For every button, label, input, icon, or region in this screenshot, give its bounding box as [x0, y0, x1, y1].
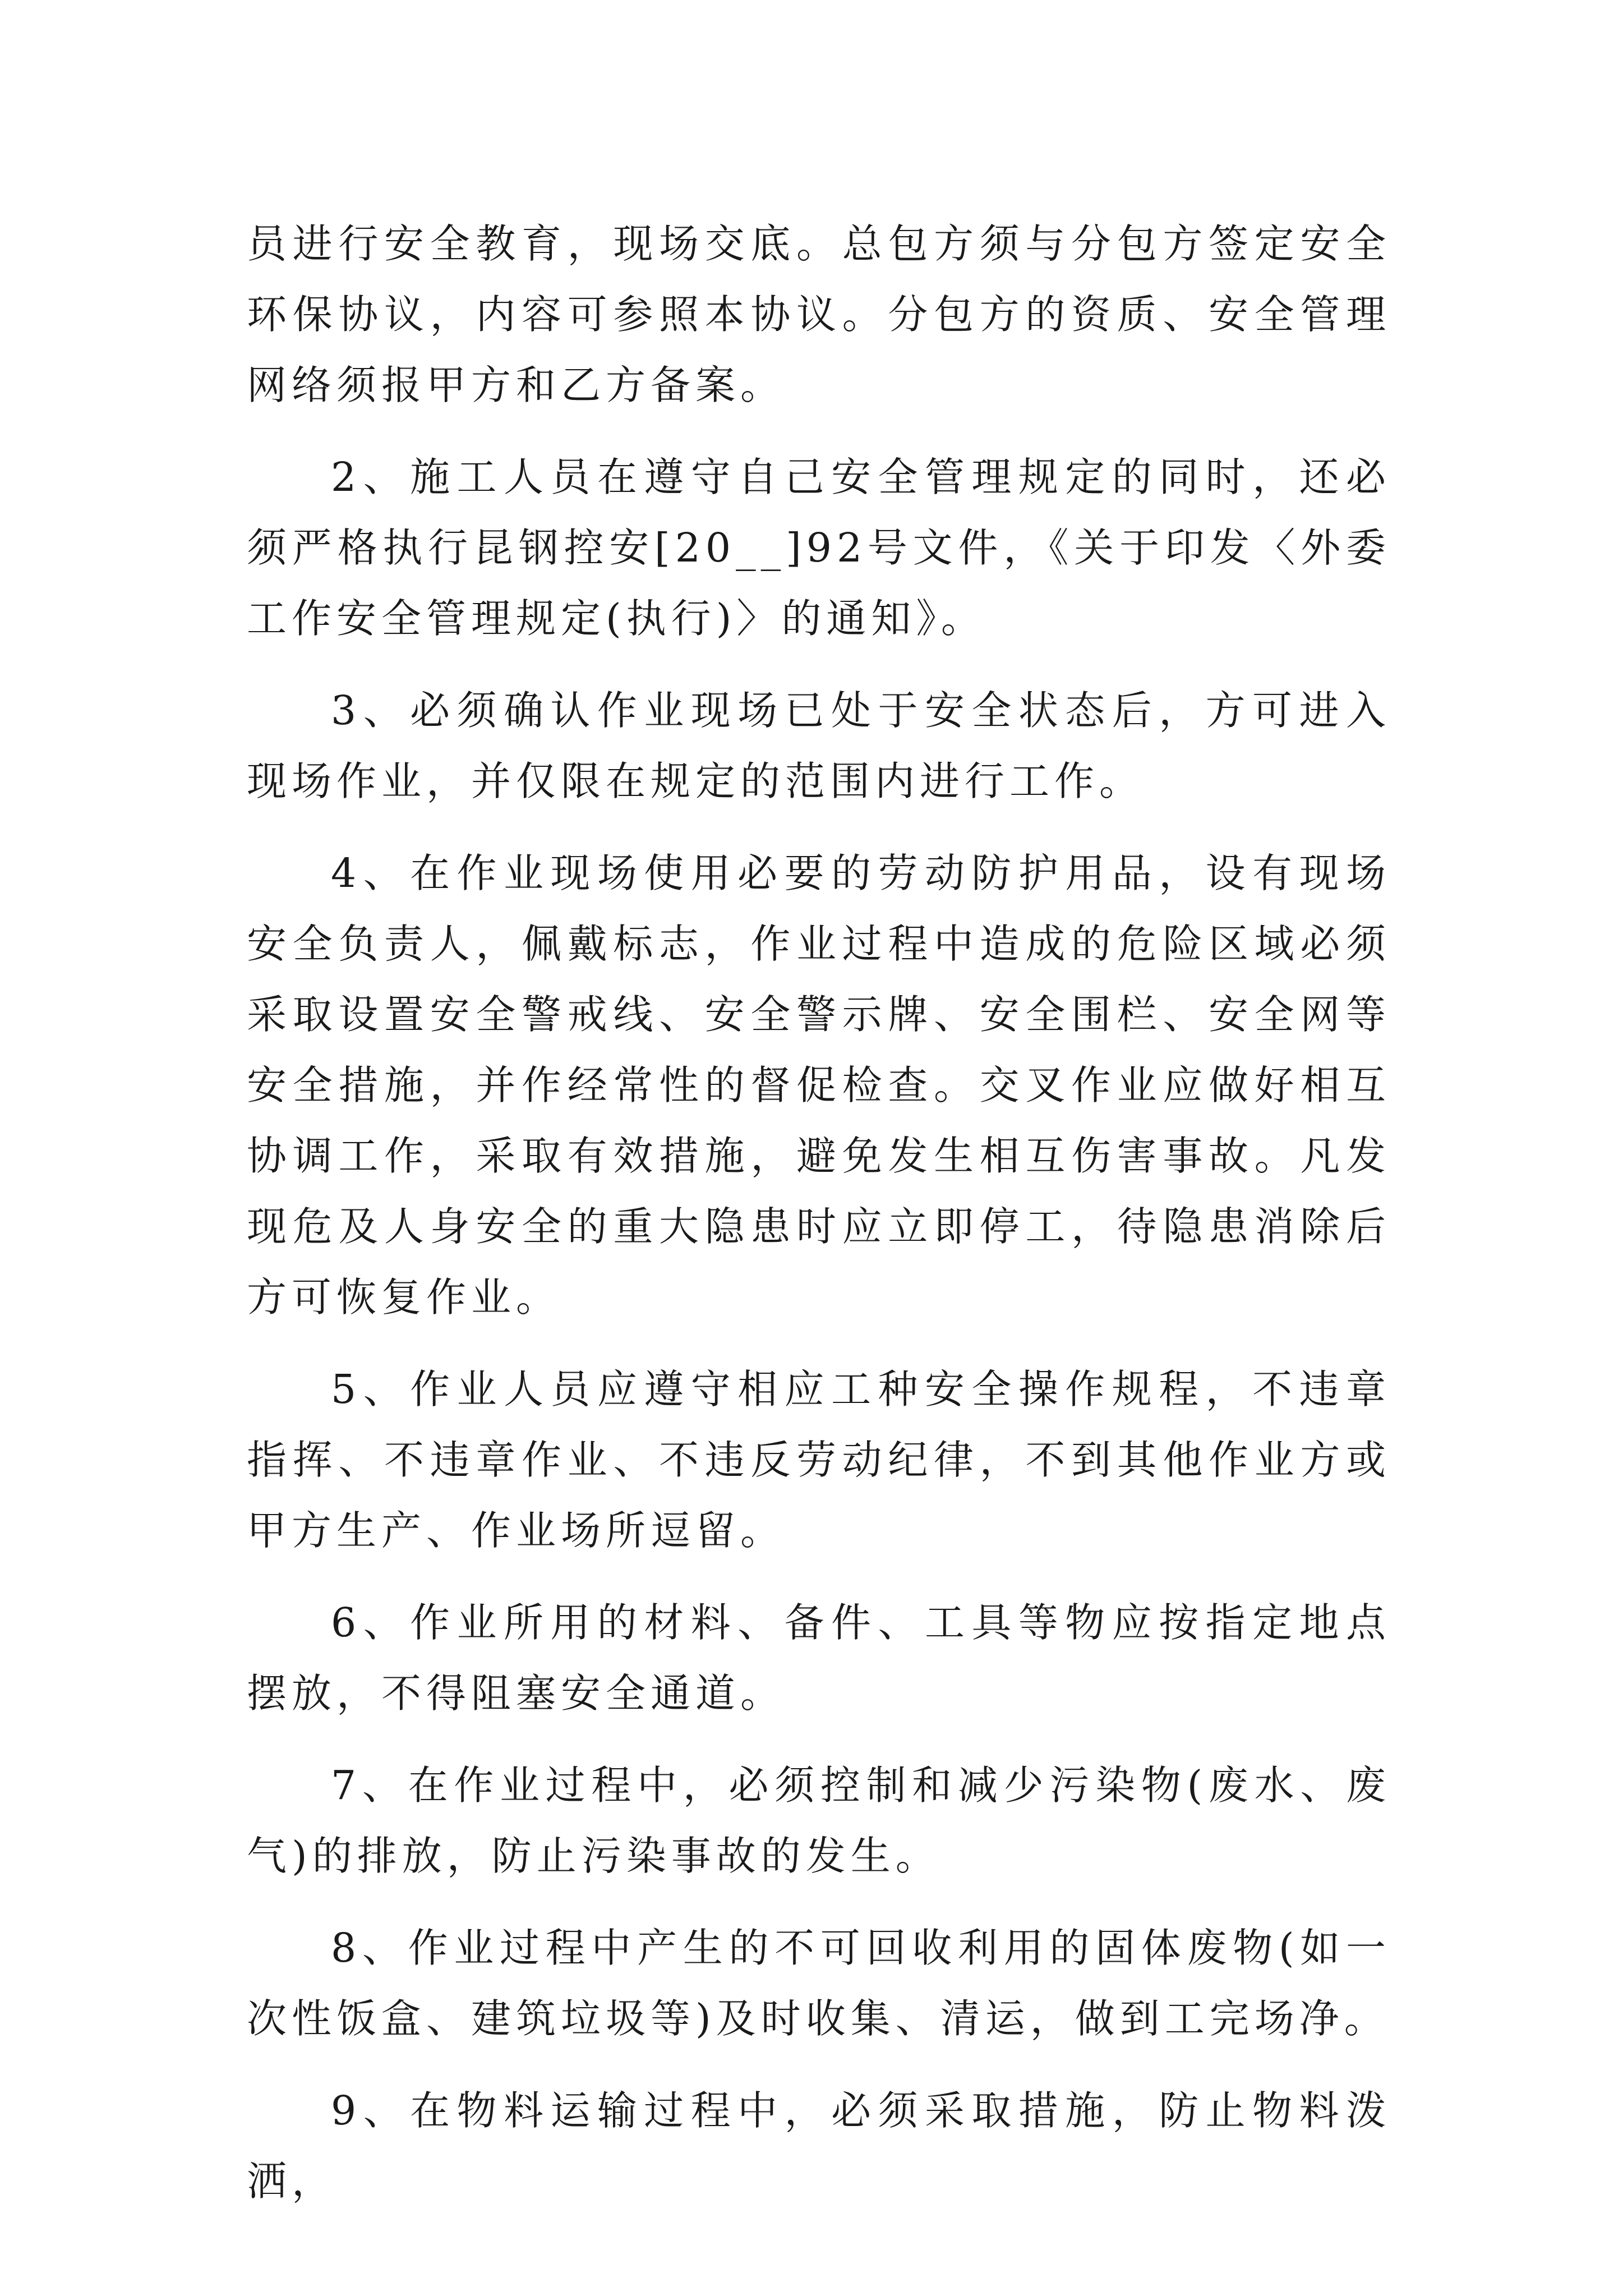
paragraph-item-9: 9、在物料运输过程中，必须采取措施，防止物料泼洒， [247, 2087, 1391, 2205]
paragraph-item-2: 2、施工人员在遵守自己安全管理规定的同时，还必须严格执行昆钢控安[20__]92号文件，《关于印发〈外委工作安全管理规定(执行)〉的通知》。 [247, 454, 1391, 642]
paragraph-item-3: 3、必须确认作业现场已处于安全状态后，方可进入现场作业，并仅限在规定的范围内进行工作。 [247, 687, 1391, 804]
document-body [247, 209, 1391, 2238]
paragraph-item-7: 7、在作业过程中，必须控制和减少污染物(废水、废气)的排放，防止污染事故的发生。 [247, 1762, 1391, 1879]
paragraph-item-8: 8、作业过程中产生的不可回收利用的固体废物(如一次性饭盒、建筑垃圾等)及时收集、清运，做到工完场净。 [247, 1925, 1391, 2042]
paragraph-item-6: 6、作业所用的材料、备件、工具等物应按指定地点摆放，不得阻塞安全通道。 [247, 1599, 1391, 1717]
paragraph-item-5: 5、作业人员应遵守相应工种安全操作规程，不违章指挥、不违章作业、不违反劳动纪律，不到其他作业方或甲方生产、作业场所逗留。 [247, 1366, 1391, 1554]
paragraph-item-4: 4、在作业现场使用必要的劳动防护用品，设有现场安全负责人，佩戴标志，作业过程中造成的危险区域必须采取设置安全警戒线、安全警示牌、安全围栏、安全网等安全措施，并作经常性的督促检查。交叉作业应做好相互协调工作，采取有效措施，避免发生相互伤害事故。凡发现危及人身安全的重大隐患时应立即停工，待隐患消除后方可恢复作业。 [247, 850, 1391, 1320]
paragraph-continuation: 员进行安全教育，现场交底。总包方须与分包方签定安全环保协议，内容可参照本协议。分包方的资质、安全管理网络须报甲方和乙方备案。 [247, 220, 1391, 408]
